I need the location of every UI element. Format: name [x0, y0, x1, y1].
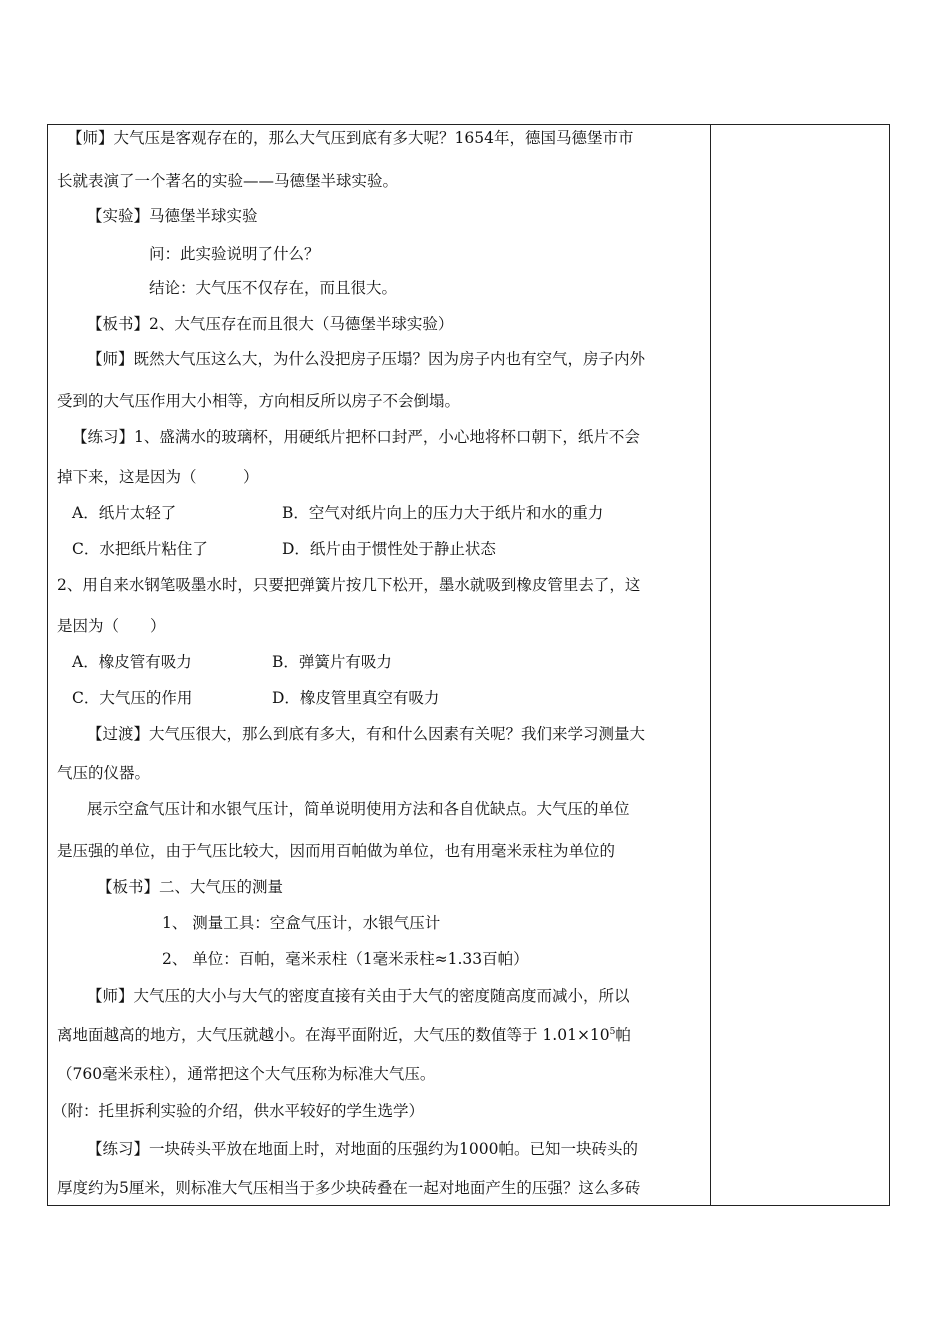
text-span: 离地面越高的地方，大气压就越小。在海平面附近，大气压的数值等于 1.01×10 [57, 1026, 610, 1044]
text-line: 【练习】一块砖头平放在地面上时，对地面的压强约为1000帕。已知一块砖头的 [87, 1140, 638, 1158]
text-line: 【练习】1、盛满水的玻璃杯，用硬纸片把杯口封严，小心地将杯口朝下，纸片不会 [72, 428, 640, 446]
text-line: 2、 单位：百帕，毫米汞柱（1毫米汞柱≈1.33百帕） [162, 950, 529, 968]
text-line: 结论：大气压不仅存在，而且很大。 [149, 279, 398, 297]
text-line: 长就表演了一个著名的实验——马德堡半球实验。 [57, 172, 399, 190]
text-line: 【师】大气压的大小与大气的密度直接有关由于大气的密度随高度而减小，所以 [87, 987, 630, 1005]
option-a: A．纸片太轻了 [72, 504, 177, 522]
text-line: 1、 测量工具：空盒气压计，水银气压计 [162, 914, 441, 932]
text-line: 是因为（ ） [57, 617, 166, 635]
text-line: 【师】大气压是客观存在的，那么大气压到底有多大呢？1654年，德国马德堡市市 [67, 129, 634, 147]
column-divider [710, 124, 711, 1206]
text-line: 掉下来，这是因为（ ） [57, 468, 259, 486]
text-line [57, 1025, 631, 1045]
option-d: D．橡皮管里真空有吸力 [272, 689, 440, 707]
text-line: 2、用自来水钢笔吸墨水时，只要把弹簧片按几下松开，墨水就吸到橡皮管里去了，这 [57, 576, 641, 594]
text-line: 展示空盒气压计和水银气压计，简单说明使用方法和各自优缺点。大气压的单位 [87, 800, 630, 818]
text-line: 气压的仪器。 [57, 764, 151, 782]
option-d: D．纸片由于惯性处于静止状态 [282, 540, 496, 558]
option-b: B．空气对纸片向上的压力大于纸片和水的重力 [282, 504, 604, 522]
text-line: 【板书】二、大气压的测量 [97, 878, 284, 896]
option-c: C．水把纸片粘住了 [72, 540, 208, 558]
notes-column [712, 126, 888, 1204]
text-line: 厚度约为5厘米，则标准大气压相当于多少块砖叠在一起对地面产生的压强？这么多砖 [57, 1179, 641, 1197]
text-line: 【实验】马德堡半球实验 [87, 207, 258, 225]
option-c: C．大气压的作用 [72, 689, 193, 707]
option-a: A．橡皮管有吸力 [72, 653, 192, 671]
option-b: B．弹簧片有吸力 [272, 653, 392, 671]
unit-text: 帕 [615, 1026, 631, 1044]
text-line: 【板书】2、大气压存在而且很大（马德堡半球实验） [87, 315, 454, 333]
exponent: 5 [609, 1026, 616, 1037]
text-line: 问：此实验说明了什么？ [149, 245, 320, 263]
text-line: 受到的大气压作用大小相等，方向相反所以房子不会倒塌。 [57, 392, 461, 410]
text-line: 是压强的单位，由于气压比较大，因而用百帕做为单位，也有用毫米汞柱为单位的 [57, 842, 616, 860]
text-line: （附：托里拆利实验的介绍，供水平较好的学生选学） [52, 1102, 425, 1120]
text-line: （760毫米汞柱），通常把这个大气压称为标准大气压。 [57, 1065, 436, 1083]
text-line: 【过渡】大气压很大，那么到底有多大，有和什么因素有关呢？我们来学习测量大 [87, 725, 646, 743]
text-line: 【师】既然大气压这么大，为什么没把房子压塌？因为房子内也有空气，房子内外 [87, 350, 646, 368]
